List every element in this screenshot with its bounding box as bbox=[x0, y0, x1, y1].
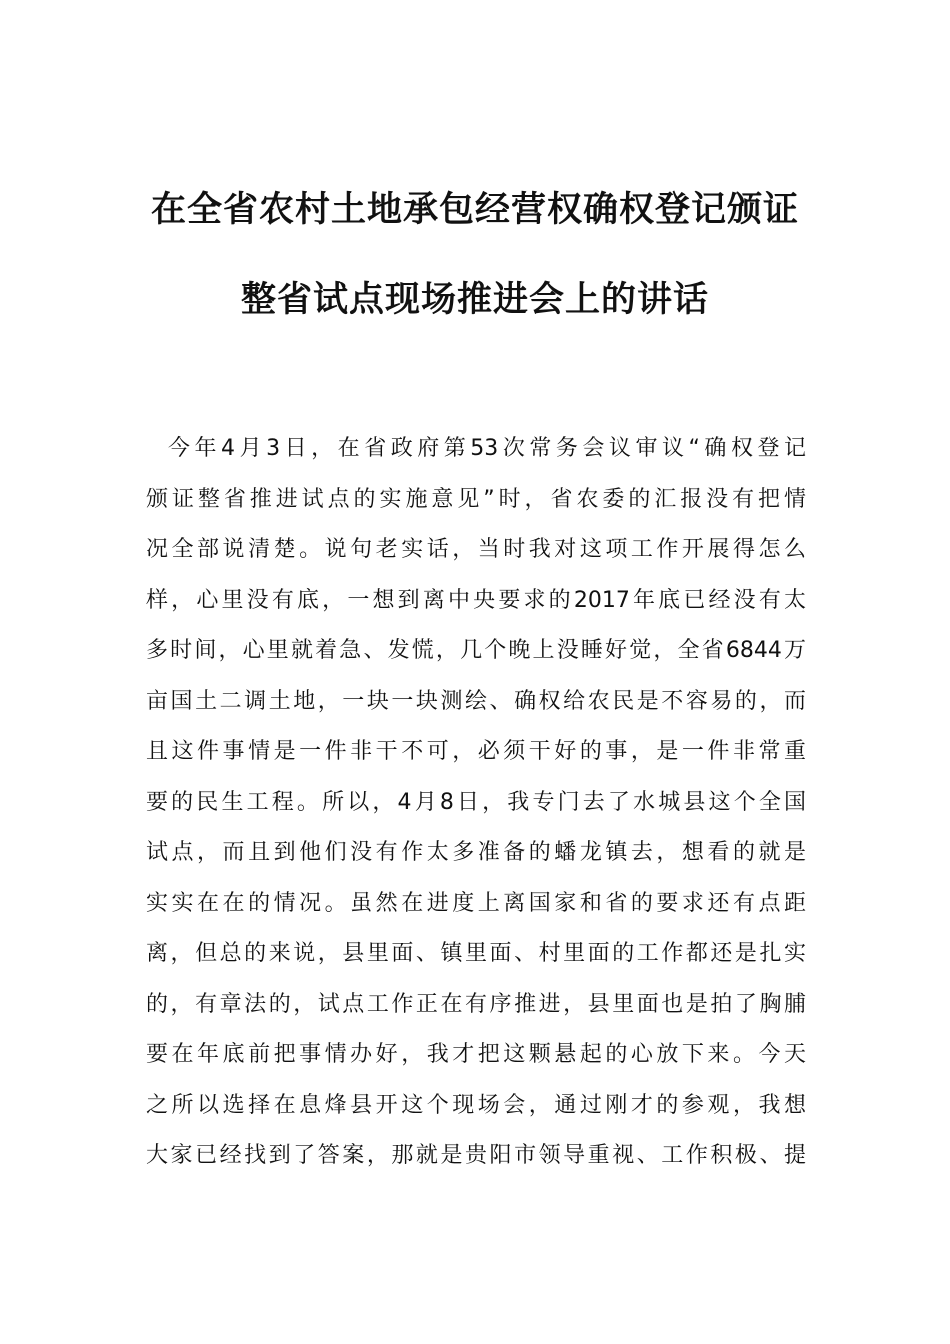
body-line-1: 今年4月3日，在省政府第53次常务会议审议“确权登记 bbox=[168, 436, 806, 461]
body-line-8: 要的民生工程。所以，4月8日，我专门去了水城县这个全国 bbox=[146, 789, 806, 815]
body-line-2: 颁证整省推进试点的实施意见”时，省农委的汇报没有把情 bbox=[146, 486, 806, 512]
body-line-10: 实实在在的情况。虽然在进度上离国家和省的要求还有点距 bbox=[146, 890, 806, 916]
body-line-13: 要在年底前把事情办好，我才把这颗悬起的心放下来。今天 bbox=[146, 1042, 806, 1067]
document-title bbox=[100, 165, 850, 345]
title-line-2: 整省试点现场推进会上的讲话 bbox=[240, 279, 709, 320]
body-line-4: 样，心里没有底，一想到离中央要求的2017年底已经没有太 bbox=[146, 587, 806, 613]
body-line-12: 的，有章法的，试点工作正在有序推进，县里面也是拍了胸脯 bbox=[146, 991, 806, 1017]
body-line-6: 亩国土二调土地，一块一块测绘、确权给农民是不容易的，而 bbox=[146, 688, 806, 714]
body-line-3: 况全部说清楚。说句老实话，当时我对这项工作开展得怎么 bbox=[146, 537, 806, 562]
body-line-11: 离，但总的来说，县里面、镇里面、村里面的工作都还是扎实 bbox=[146, 941, 806, 966]
body-line-14: 之所以选择在息烽县开这个现场会，通过刚才的参观，我想 bbox=[146, 1092, 806, 1118]
body-line-9: 试点，而且到他们没有作太多准备的蟠龙镇去，想看的就是 bbox=[146, 840, 806, 865]
body-line-7: 且这件事情是一件非干不可，必须干好的事，是一件非常重 bbox=[146, 739, 806, 764]
body-line-15: 大家已经找到了答案，那就是贵阳市领导重视、工作积极、提 bbox=[146, 1143, 806, 1168]
speech-body bbox=[146, 424, 806, 1182]
title-line-1: 在全省农村土地承包经营权确权登记颁证 bbox=[150, 189, 799, 230]
body-line-5: 多时间，心里就着急、发慌，几个晚上没睡好觉，全省6844万 bbox=[146, 638, 806, 663]
